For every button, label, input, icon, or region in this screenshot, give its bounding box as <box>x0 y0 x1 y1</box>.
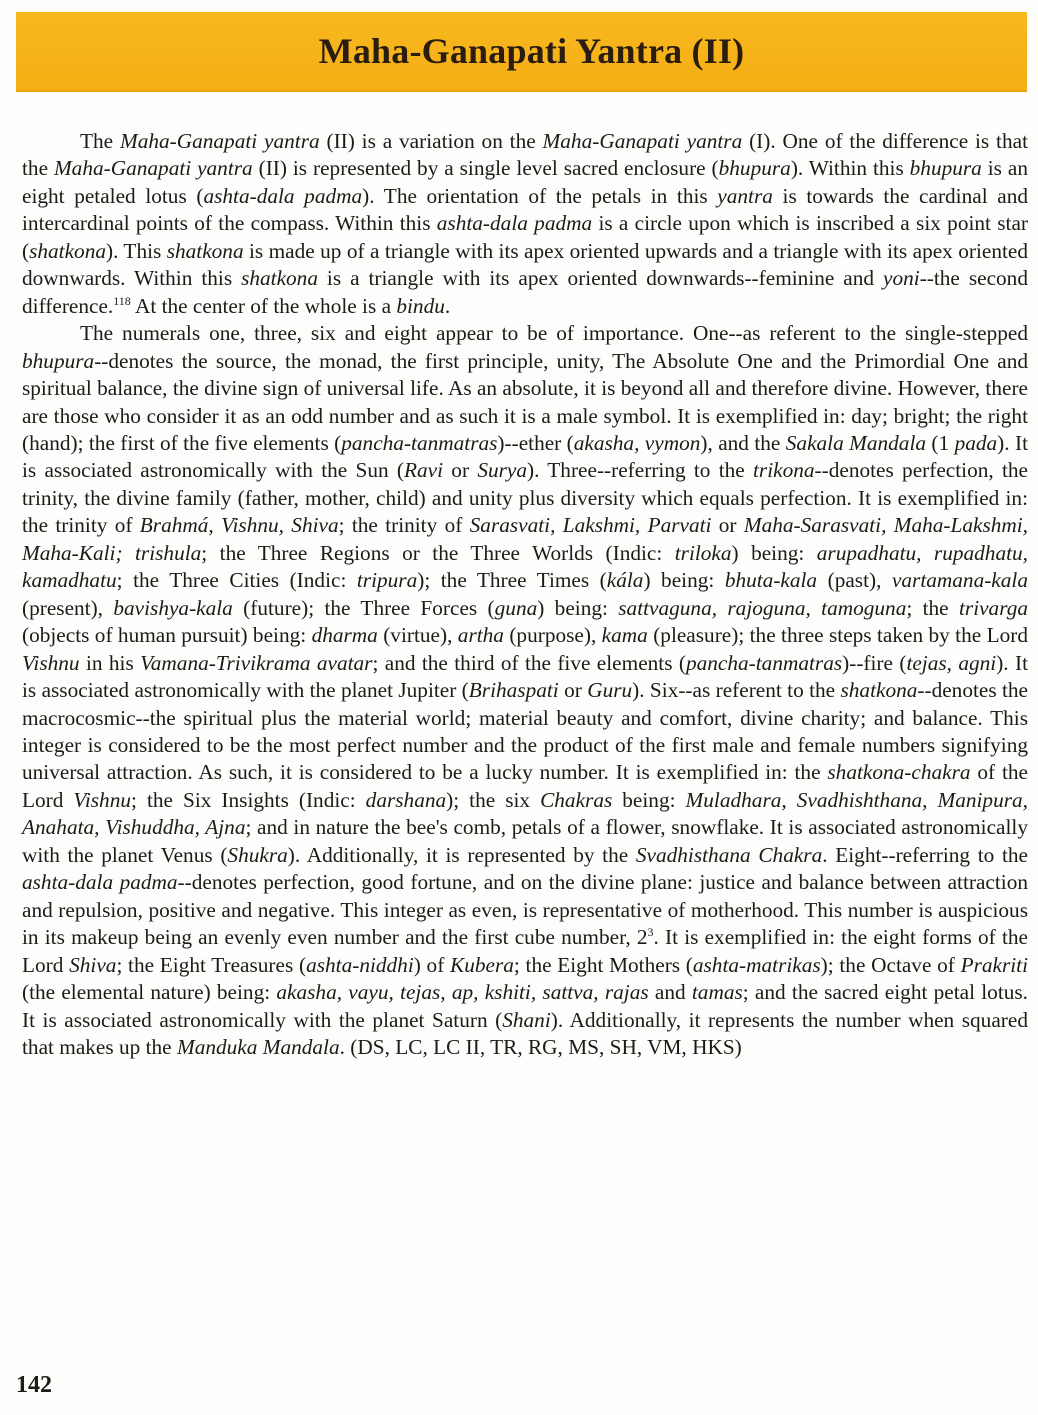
text-run: )--ether ( <box>497 430 574 455</box>
text-run: (purpose), <box>503 623 602 648</box>
italic-term: vartamana-kala <box>891 568 1028 593</box>
italic-term: ashta-matrikas <box>692 952 821 977</box>
text-run: ; and in nature the bee's comb, petals of a flower, snowflake. It is associated astronomically with the planet Venus ( <box>22 815 1028 867</box>
text-run: (II) is a variation on the <box>319 129 543 153</box>
italic-term: bavishya-kala <box>113 595 233 620</box>
italic-term: Vamana-Trivikrama avatar <box>140 650 373 675</box>
text-run: ). Six--as referent to the <box>632 678 841 703</box>
italic-term: yantra <box>717 183 773 208</box>
italic-term: Shiva <box>69 952 117 977</box>
text-run: is a triangle with its apex oriented downwards--feminine and <box>317 266 884 291</box>
text-run: ; the Three Cities (Indic: <box>116 568 357 593</box>
text-run: being: <box>612 787 686 812</box>
text-run: ); the Three Times ( <box>417 568 607 593</box>
italic-term: shatkona-chakra <box>827 760 971 785</box>
text-run: ); the Octave of <box>820 952 961 977</box>
italic-term: yoni <box>883 266 920 291</box>
page-number: 142 <box>16 1372 52 1398</box>
text-run: ). It is associated astronomically with the Sun ( <box>22 430 1028 483</box>
italic-term: ashta-dala padma <box>436 211 593 236</box>
italic-term: Guru <box>587 678 633 703</box>
italic-term: Svadhisthana Chakra <box>635 842 823 867</box>
italic-term: artha <box>457 623 504 648</box>
text-run: The <box>80 129 120 153</box>
italic-term: bindu <box>396 293 445 318</box>
italic-term: Maha-Sarasvati, Maha-Lakshmi, Maha-Kali; trishula <box>22 513 1029 565</box>
italic-term: Maha-Ganapati yantra <box>542 129 743 153</box>
text-run: . <box>444 293 451 318</box>
text-run: or <box>558 678 588 703</box>
text-run: ) being: <box>643 568 725 593</box>
text-run: of the Lord <box>22 760 1028 812</box>
text-run: (I). One of the difference is that the <box>22 129 1028 181</box>
italic-term: tejas, agni <box>906 650 997 675</box>
italic-term: pancha-tanmatras <box>685 650 843 675</box>
italic-term: dharma <box>311 623 378 648</box>
italic-term: sattvaguna, rajoguna, tamoguna <box>618 595 907 620</box>
italic-term: kama <box>601 623 648 648</box>
text-run: (1 <box>926 430 955 455</box>
italic-term: darshana <box>365 787 447 812</box>
text-run: ; the Six Insights (Indic: <box>131 787 366 812</box>
italic-term: tamas <box>691 980 743 1005</box>
italic-term: akasha, vymon <box>573 430 701 455</box>
text-run: ; the Eight Treasures ( <box>116 952 307 977</box>
text-run: (II) is represented by a single level sacred enclosure ( <box>252 156 719 181</box>
text-run: ). Three--referring to the <box>527 458 754 483</box>
text-run: ). The orientation of the petals in this <box>362 183 718 208</box>
text-run: ). This <box>106 238 167 263</box>
italic-term: tripura <box>356 568 418 593</box>
text-run: )--fire ( <box>842 650 907 675</box>
italic-term: pancha-tanmatras <box>341 430 498 455</box>
italic-term: Maha-Ganapati yantra <box>119 129 320 153</box>
italic-term: Sarasvati, Lakshmi, Parvati <box>469 513 712 538</box>
text-run: . (DS, LC, LC II, TR, RG, MS, SH, VM, HKS) <box>339 1034 742 1059</box>
text-run: (the elemental nature) being: <box>22 980 277 1005</box>
paragraph-2 <box>22 320 1028 1061</box>
text-run: (present), <box>22 595 114 620</box>
italic-term: Brahmá, Vishnu, Shiva <box>139 513 339 538</box>
italic-term: Maha-Ganapati yantra <box>53 156 253 181</box>
italic-term: bhupura <box>909 156 982 181</box>
text-run: ) being: <box>731 540 817 565</box>
italic-term: kála <box>606 568 644 593</box>
text-run: (past), <box>817 568 892 593</box>
text-run: . It is exemplified in: the eight forms of the Lord <box>22 925 1028 977</box>
italic-term: trikona <box>753 458 815 483</box>
text-run: (pleasure); the three steps taken by the Lord <box>647 623 1028 648</box>
text-run: ). Additionally, it represents the number when squared that makes up the <box>22 1007 1028 1059</box>
italic-term: Shukra <box>227 842 288 867</box>
text-run: ); the six <box>446 787 541 812</box>
text-run: ; and the third of the five elements ( <box>372 650 686 675</box>
text-run: is made up of a triangle with its apex oriented upwards and a triangle with its apex oriented downwards. Within this <box>22 238 1028 291</box>
italic-term: shatkona <box>241 266 318 291</box>
italic-term: Brihaspati <box>468 678 559 703</box>
text-run: --denotes perfection, the trinity, the divine family (father, mother, child) and unity plus diversity which equals perfection. It is exemplified in: the trinity of <box>22 458 1028 538</box>
text-run: --denotes the macrocosmic--the spiritual plus the material world; material beauty and comfort, divine charity; and balance. This integer is considered to be the most perfect number and the product of the first male and female numbers signifying universal attraction. As such, it is considered to be a lucky number. It is exemplified in: the <box>22 678 1029 785</box>
footnote-ref: 118 <box>113 293 131 308</box>
text-run: The numerals one, three, six and eight appear to be of importance. One--as referent to the single-stepped <box>80 321 1028 346</box>
text-run: is an eight petaled lotus ( <box>22 156 1028 208</box>
italic-term: ashta-dala padma <box>22 870 178 895</box>
text-run: ). It is associated astronomically with the planet Jupiter ( <box>22 650 1029 703</box>
italic-term: triloka <box>674 540 732 565</box>
italic-term: Vishnu <box>73 787 132 812</box>
text-run: (future); the Three Forces ( <box>232 595 495 620</box>
text-run: and <box>648 980 692 1005</box>
italic-term: shatkona <box>840 678 918 703</box>
italic-term: Ravi <box>404 458 444 483</box>
italic-term: bhuta-kala <box>724 568 818 593</box>
text-run: ) of <box>413 952 450 977</box>
text-run: (virtue), <box>377 623 458 648</box>
text-run: --the second difference. <box>22 266 1028 318</box>
text-run: or <box>711 513 744 538</box>
text-run: ), and the <box>700 430 786 455</box>
text-run: (objects of human pursuit) being: <box>22 623 312 648</box>
text-run: in his <box>79 650 141 675</box>
italic-term: Vishnu <box>22 650 80 675</box>
text-run: ). Additionally, it is represented by the <box>287 842 636 867</box>
text-run: ) being: <box>537 595 619 620</box>
italic-term: akasha, vayu, tejas, ap, kshiti, sattva, rajas <box>276 980 649 1005</box>
italic-term: shatkona <box>166 238 244 263</box>
text-run: ; the Three Regions or the Three Worlds (Indic: <box>201 540 675 565</box>
italic-term: bhupura <box>22 348 95 373</box>
page-title: Maha-Ganapati Yantra (II) <box>318 31 745 71</box>
italic-term: trivarga <box>958 595 1029 620</box>
italic-term: Kubera <box>450 952 514 977</box>
text-run: is towards the cardinal and intercardinal points of the compass. Within this <box>22 183 1028 236</box>
italic-term: shatkona <box>29 238 106 263</box>
superscript: 3 <box>647 925 654 940</box>
italic-term: Shani <box>502 1007 551 1032</box>
text-run: or <box>443 458 478 483</box>
text-run: ). Within this <box>790 156 910 181</box>
italic-term: Muladhara, Svadhishthana, Manipura, Anahata, Vishuddha, Ajna <box>22 787 1028 840</box>
italic-term: Prakriti <box>960 952 1028 977</box>
text-run: is a circle upon which is inscribed a six point star ( <box>22 211 1028 263</box>
text-run: ; the Eight Mothers ( <box>513 952 693 977</box>
text-run: At the center of the whole is a <box>130 293 397 318</box>
italic-term: Sakala Mandala <box>785 430 927 455</box>
italic-term: pada <box>954 430 998 455</box>
paragraph-1 <box>22 128 1028 320</box>
italic-term: ashta-niddhi <box>306 952 414 977</box>
italic-term: Chakras <box>540 787 613 812</box>
italic-term: arupadhatu, rupadhatu, kamadhatu <box>22 540 1028 593</box>
title-banner <box>16 12 1027 92</box>
italic-term: bhupura <box>718 156 791 181</box>
text-run: ; the trinity of <box>338 513 470 538</box>
text-run: ; the <box>906 595 959 620</box>
text-run: ; and the sacred eight petal lotus. It is associated astronomically with the planet Saturn ( <box>22 980 1028 1032</box>
text-run: --denotes the source, the monad, the first principle, unity, The Absolute One and the Primordial One and spiritual balance, the divine sign of universal life. As an absolute, it is beyond all and therefore divine. However, there are those who consider it as an odd number and as such it is a male symbol. It is exemplified in: day; bright; the right (hand); the first of the five elements ( <box>22 348 1028 455</box>
text-run: --denotes perfection, good fortune, and on the divine plane: justice and balance between attraction and repulsion, positive and negative. This integer as even, is representative of motherhood. This number is auspicious in its makeup being an evenly even number and the first cube number, 2 <box>22 870 1028 950</box>
text-run: . Eight--referring to the <box>822 842 1029 867</box>
italic-term: Manduka Mandala <box>176 1034 340 1059</box>
italic-term: ashta-dala padma <box>203 183 363 208</box>
italic-term: guna <box>494 595 538 620</box>
body-text <box>22 128 1028 1061</box>
italic-term: Surya <box>477 458 527 483</box>
